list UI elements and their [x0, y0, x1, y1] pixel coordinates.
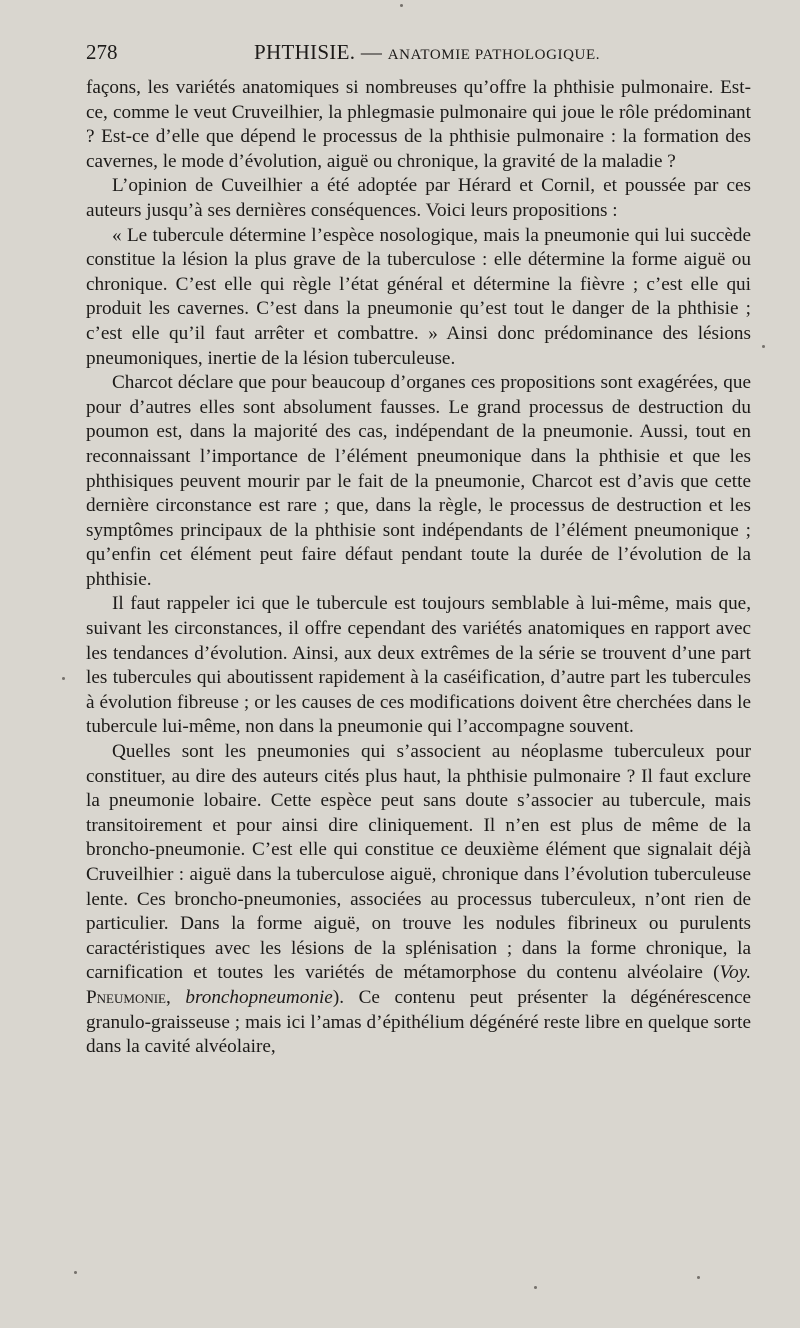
paper-speck: [74, 1271, 77, 1274]
body-text: [86, 76, 751, 1060]
paragraph-6-end: ). Ce contenu peut présenter la dégénérescence granulo-graisseuse ; mais ici l’amas d’épithélium dégénéré reste libre en quelque sorte dans la cavité alvéolaire,: [86, 986, 751, 1058]
reference-pneumonie: Pneumonie: [86, 986, 166, 1008]
page-number: 278: [86, 40, 118, 64]
paragraph-6: Quelles sont les pneumonies qui s’associent au néoplasme tuberculeux pour constituer, au dire des auteurs cités plus haut, la phthisie pulmonaire ? Il faut exclure la pneumonie lobaire. Cette espèce peut sans doute s’associer au tubercule, mais transitoirement et pour ainsi dire cliniquement. Il n’en est plus de même de la broncho-pneumonie. C’est elle qui constitue ce deuxième élément que signalait déjà Cruveilhier : aiguë dans la tuberculose aiguë, chronique dans l’évolution tuberculeuse lente. Ces broncho-pneumonies, associées au processus tuberculeux, n’ont rien de particulier. Dans la forme aiguë, on trouve les nodules fibrineux ou purulents caractéristiques avec les lésions de la splénisation ; dans la forme chronique, la carnification et toutes les variétés de métamorphose du contenu alvéolaire (Voy. Pneumonie, bronchopneumonie). Ce contenu peut présenter la dégénérescence granulo-graisseuse ; mais ici l’amas d’épithélium dégénéré reste libre en quelque sorte dans la cavité alvéolaire,: [86, 741, 751, 1058]
paragraph-6-text: Quelles sont les pneumonies qui s’associent au néoplasme tuberculeux pour constituer, au dire des auteurs cités plus haut, la phthisie pulmonaire ? Il faut exclure la pneumonie lobaire. Cette espèce peut sans doute s’associer au tubercule, mais transitoirement et pour ainsi dire cliniquement. Il n’en est plus de même de la broncho-pneumonie. C’est elle qui constitue ce deuxième élément que signalait déjà Cruveilhier : aiguë dans la tuberculose aiguë, chronique dans l’évolution tuberculeuse lente. Ces broncho-pneumonies, associées au processus tuberculeux, n’ont rien de particulier. Dans la forme aiguë, on trouve les nodules fibrineux ou purulents caractéristiques avec les lésions de la splénisation ; dans la forme chronique, la carnification et toutes les variétés de métamorphose du contenu alvéolaire (: [86, 741, 751, 984]
paragraph-2: L’opinion de Cuveilhier a été adoptée par Hérard et Cornil, et poussée par ces auteurs jusqu’à ses dernières conséquences. Voici leurs propositions :: [86, 175, 751, 221]
running-title-sub: ANATOMIE PATHOLOGIQUE.: [387, 47, 601, 63]
paper-speck: [697, 1276, 700, 1279]
paragraph-4: Charcot déclare que pour beaucoup d’organes ces propositions sont exagérées, que pour d’autres elles sont absolument fausses. Le grand processus de destruction du poumon est, dans la majorité des cas, indépendant de la pneumonie. Aussi, tout en reconnaissant l’importance de l’élément pneumonique dans la phthisie et que les phthisiques peuvent mourir par le fait de la pneumonie, Charcot est d’avis que cette dernière circonstance est rare ; que, dans la règle, le processus de destruction et les symptômes principaux de la phthisie sont indépendants de l’élément pneumonique ; qu’enfin cet élément peut faire défaut pendant toute la durée de l’évolution de la phthisie.: [86, 372, 751, 590]
paper-speck: [400, 4, 403, 7]
paragraph-1: façons, les variétés anatomiques si nombreuses qu’offre la phthisie pulmonaire. Est-ce, comme le veut Cruveilhier, la phlegmasie pulmonaire qui joue le rôle prédominant ? Est-ce d’elle que dépend le processus de la phthisie pulmonaire : la formation des cavernes, le mode d’évolution, aiguë ou chronique, la gravité de la maladie ?: [86, 77, 751, 172]
paper-speck: [62, 677, 65, 680]
reference-bronchopneumonie: bronchopneumonie: [185, 986, 333, 1008]
reference-voy: Voy.: [719, 962, 751, 984]
paragraph-3-quote: « Le tubercule détermine l’espèce nosologique, mais la pneumonie qui lui succède constitue la lésion la plus grave de la tuberculose : elle détermine la forme aiguë ou chronique. C’est elle qui règle l’état général et détermine la fièvre ; c’est elle qui produit les cavernes. C’est dans la pneumonie qu’est tout le danger de la phthisie ; c’est elle qu’il faut arrêter et combattre. » Ainsi donc prédominance des lésions pneumoniques, inertie de la lésion tuberculeuse.: [86, 224, 751, 369]
running-title: [254, 40, 600, 65]
paper-speck: [534, 1286, 537, 1289]
paper-speck: [762, 345, 765, 348]
running-title-main: PHTHISIE. —: [254, 40, 383, 64]
page-header: [86, 40, 751, 70]
paragraph-5: Il faut rappeler ici que le tubercule est toujours semblable à lui-même, mais que, suivant les circonstances, il offre cependant des variétés anatomiques en rapport avec les tendances d’évolution. Ainsi, aux deux extrêmes de la série se trouvent d’une part les tubercules qui aboutissent rapidement à la caséification, d’autre part les tubercules à évolution fibreuse ; or les causes de ces modifications doivent être cherchées dans le tubercule lui-même, non dans la pneumonie qui l’accompagne souvent.: [86, 593, 751, 738]
